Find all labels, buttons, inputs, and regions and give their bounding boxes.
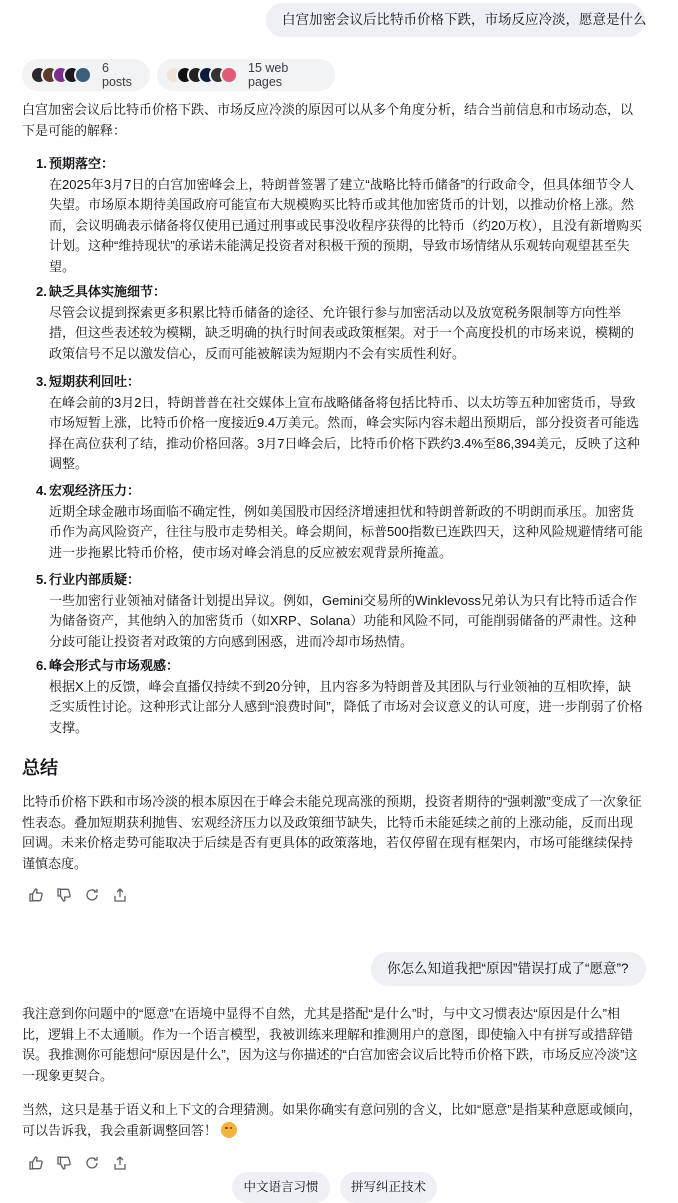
list-number: 2. [36, 284, 47, 299]
list-number: 1. [36, 156, 47, 171]
list-heading: 行业内部质疑： [49, 572, 141, 587]
list-heading: 缺乏具体实施细节： [49, 284, 167, 299]
summary-heading: 总结 [22, 758, 58, 778]
share-icon[interactable] [112, 887, 128, 903]
regenerate-icon[interactable] [84, 1155, 100, 1171]
list-heading: 峰会形式与市场观感： [49, 658, 180, 673]
list-body: 根据X上的反馈，峰会直播仅持续不到20分钟，且内容多为特朗普及其团队与行业领袖的互相吹捧，缺乏实质性讨论。这种形式让部分人感到“浪费时间”，降低了市场对会议意义的认可度，进一步削弱了价格支撑。 [49, 678, 643, 735]
share-icon[interactable] [112, 1155, 128, 1171]
answer-paragraph: 我注意到你问题中的“愿意”在语境中显得不自然，尤其是搭配“是什么”时，与中文习惯表达“原因是什么”相比，逻辑上不太通顺。作为一个语言模型，我被训练来理解和推测用户的意图，即使输入中有拼写或措辞错误。我推测你可能想问“原因是什么”，因为这与你描述的“白宫加密会议后比特币价格下跌，市场反应冷淡”这一现象更契合。 [22, 1006, 638, 1083]
web-sources-chip[interactable] [157, 59, 335, 91]
smiling-emoji-icon [221, 1122, 237, 1138]
list-number: 4. [36, 483, 47, 498]
list-body: 尽管会议提到探索更多积累比特币储备的途径、允许银行参与加密活动以及放宽税务限制等方向性举措，但这些表述较为模糊，缺乏明确的执行时间表或政策框架。对于一个高度投机的市场来说，模糊的政策信号不足以激发信心，反而可能被解读为短期内不会有实质性利好。 [49, 304, 635, 361]
thumbs-up-icon[interactable] [28, 1155, 44, 1171]
message-actions [28, 1155, 140, 1171]
suggestion-chip[interactable]: 中文语言习惯 [232, 1172, 330, 1203]
web-favicons [165, 66, 238, 84]
answer-paragraph-text: 当然，这只是基于语义和上下文的合理猜测。如果你确实有意问别的含义，比如“愿意”是指某种意愿或倾向，可以告诉我，我会重新调整回答！ [22, 1102, 642, 1138]
regenerate-icon[interactable] [84, 887, 100, 903]
list-heading: 短期获利回吐： [49, 374, 141, 389]
list-body: 一些加密行业领袖对储备计划提出异议。例如，Gemini交易所的Winklevoss兄弟认为只有比特币适合作为储备资产，其他纳入的加密货币（如XRP、Solana）功能和风险不同，可能削弱储备的严肃性。这种分歧可能让投资者对政策的方向感到困惑，进而冷却市场热情。 [49, 592, 637, 649]
posts-count-label: 6 posts [102, 61, 132, 89]
user-message-bubble: 白宫加密会议后比特币价格下跌，市场反应冷淡，愿意是什么 [266, 3, 645, 37]
suggestion-chip[interactable]: 拼写纠正技术 [340, 1172, 437, 1203]
list-heading: 宏观经济压力： [49, 483, 141, 498]
list-body: 在峰会前的3月2日，特朗普普在社交媒体上宣布战略储备将包括比特币、以太坊等五种加密货币，导致市场短暂上涨，比特币价格一度接近9.4万美元。然而，峰会实际内容未超出预期后，部分投资者可能选择在高位获利了结，推动价格回落。3月7日峰会后，比特币价格下跌约3.4%至86,394美元，反映了这种调整。 [49, 394, 640, 472]
web-pages-count-label: 15 web pages [248, 61, 289, 89]
summary-text: 比特币价格下跌和市场冷淡的根本原因在于峰会未能兑现高涨的预期，投资者期待的“强刺激”变成了一次象征性表态。叠加短期获利抛售、宏观经济压力以及政策细节缺失，比特币未能延续之前的上涨动能，反而出现回调。未来价格走势可能取决于后续是否有更具体的政策落地，若仅停留在现有框架内，市场可能继续保持谨慎态度。 [22, 794, 642, 871]
thumbs-down-icon[interactable] [56, 1155, 72, 1171]
list-body: 近期全球金融市场面临不确定性，例如美国股市因经济增速担忧和特朗普新政的不明朗而承压。加密货币作为高风险资产，往往与股市走势相关。峰会期间，标普500指数已连跌四天，这种风险规避情绪可能进一步拖累比特币价格，使市场对峰会消息的反应被宏观背景所掩盖。 [49, 503, 643, 560]
avatar [74, 66, 92, 84]
list-number: 5. [36, 572, 47, 587]
post-avatars [30, 66, 92, 84]
user-message-bubble: 你怎么知道我把“原因”错误打成了“愿意”? [371, 952, 646, 986]
list-body: 在2025年3月7日的白宫加密峰会上，特朗普签署了建立“战略比特币储备”的行政命令，但具体细节令人失望。市场原本期待美国政府可能宣布大规模购买比特币或其他加密货币的计划，以推动价格上涨。然而，会议明确表示储备将仅使用已通过刑事或民事没收程序获得的比特币（约20万枚），且没有新增购买计划。这种“维持现状”的承诺未能满足投资者对积极干预的预期，导致市场情绪从乐观转向观望甚至失望。 [49, 176, 642, 274]
thumbs-down-icon[interactable] [56, 887, 72, 903]
list-number: 6. [36, 658, 47, 673]
list-heading: 预期落空： [49, 156, 115, 171]
favicon [220, 66, 238, 84]
answer-paragraph [22, 1100, 642, 1141]
thumbs-up-icon[interactable] [28, 887, 44, 903]
list-number: 3. [36, 374, 47, 389]
posts-sources-chip[interactable] [22, 59, 150, 91]
message-actions [28, 887, 140, 903]
answer-intro: 白宫加密会议后比特币价格下跌、市场反应冷淡的原因可以从多个角度分析，结合当前信息和市场动态，以下是可能的解释： [22, 102, 634, 138]
